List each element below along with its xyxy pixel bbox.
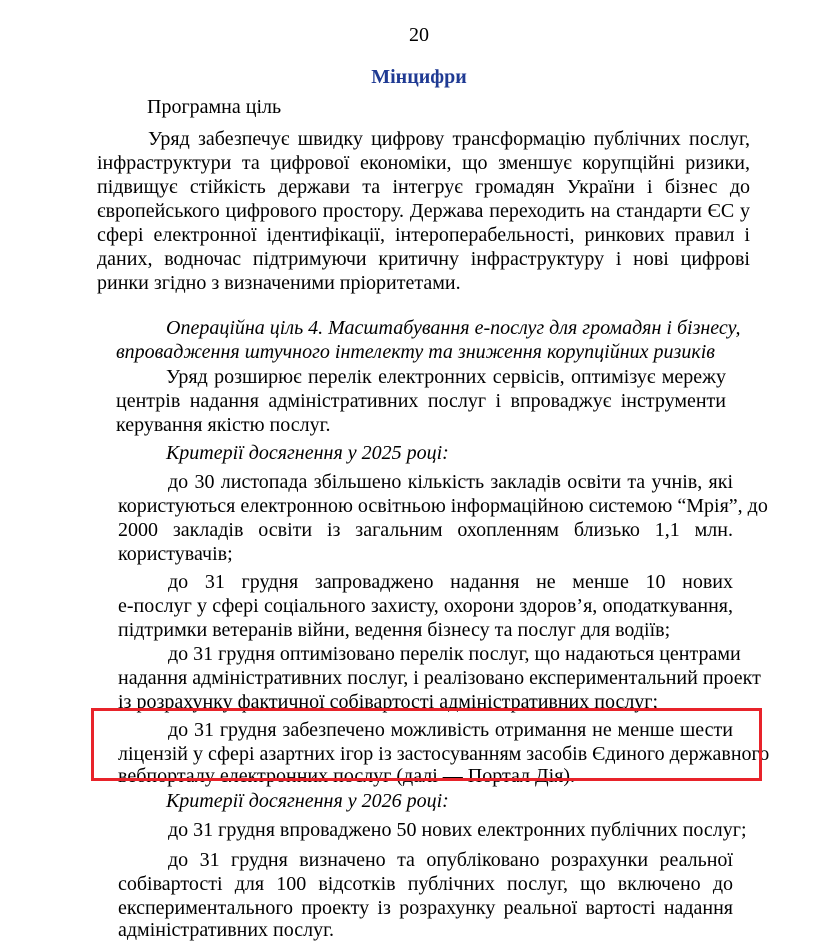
criteria-line: до 31 грудня забезпечено можливість отримання не менше шести [168,719,733,741]
criteria-line: 2000 закладів освіти із загальним охопленням близько 1,1 млн. [118,519,733,541]
operational-text-line: Уряд розширює перелік електронних сервісів, оптимізує мережу [166,366,726,388]
criteria-line: ліцензій у сфері азартних ігор із застосуванням засобів Єдиного державного [118,743,770,765]
criteria-line: підтримки ветеранів війни, ведення бізнесу та послуг для водіїв; [118,619,671,641]
criteria-line: е-послуг у сфері соціального захисту, охорони здоров’я, оподаткування, [118,595,733,617]
criteria-line: із розрахунку фактичної собівартості адміністративних послуг; [118,691,659,713]
criteria-line: адміністративних послуг. [118,919,335,941]
criteria-line: експериментального проекту із розрахунку реальної вартості надання [118,897,733,919]
program-goal-line: європейського цифрового простору. Держава переходить на стандарти ЄС у [97,200,750,222]
program-goal-heading: Програмна ціль [147,96,282,118]
program-goal-line: даних, водночас підтримуючи критичну інфраструктуру і нові цифрові [97,248,750,270]
page-number: 20 [409,24,429,46]
criteria-line: користувачів; [118,543,233,565]
criteria-line: користуються електронною освітньою інформаційною системою “Мрія”, до [118,495,768,517]
operational-text-line: центрів надання адміністративних послуг і впроваджує інструменти [116,390,726,412]
criteria-line: до 31 грудня впроваджено 50 нових електронних публічних послуг; [168,819,747,841]
criteria-2025-heading: Критерії досягнення у 2025 році: [166,442,449,464]
operational-goal-heading: Операційна ціль 4. Масштабування е-послуг для громадян і бізнесу, [166,317,741,339]
criteria-line: до 31 грудня оптимізовано перелік послуг, що надаються центрами [168,643,741,665]
ministry-title: Мінцифри [371,66,467,88]
criteria-2026-heading: Критерії досягнення у 2026 році: [166,790,449,812]
program-goal-line: ринки згідно з визначеними пріоритетами. [97,272,461,294]
criteria-line: до 31 грудня визначено та опубліковано розрахунки реальної [168,849,733,871]
program-goal-line: сфері електронної ідентифікації, інтероперабельності, ринкових правил і [97,224,750,246]
criteria-line: до 30 листопада збільшено кількість закладів освіти та учнів, які [168,471,733,493]
criteria-line: вебпорталу електронних послуг (далі — Портал Дія). [118,765,576,787]
program-goal-line: Уряд забезпечує швидку цифрову трансформацію публічних послуг, [148,128,750,150]
operational-text-line: керування якістю послуг. [116,414,331,436]
criteria-line: до 31 грудня запроваджено надання не менше 10 нових [168,571,733,593]
program-goal-line: інфраструктури та цифрової економіки, що зменшує корупційні ризики, [97,152,750,174]
program-goal-line: підвищує стійкість держави та інтегрує громадян України і бізнес до [97,176,750,198]
criteria-line: собівартості для 100 відсотків публічних послуг, що включено до [118,873,733,895]
highlight-box [91,708,770,781]
criteria-line: надання адміністративних послуг, і реалізовано експериментальний проект [118,667,761,689]
operational-goal-heading: впровадження штучного інтелекту та зниження корупційних ризиків [116,341,715,363]
